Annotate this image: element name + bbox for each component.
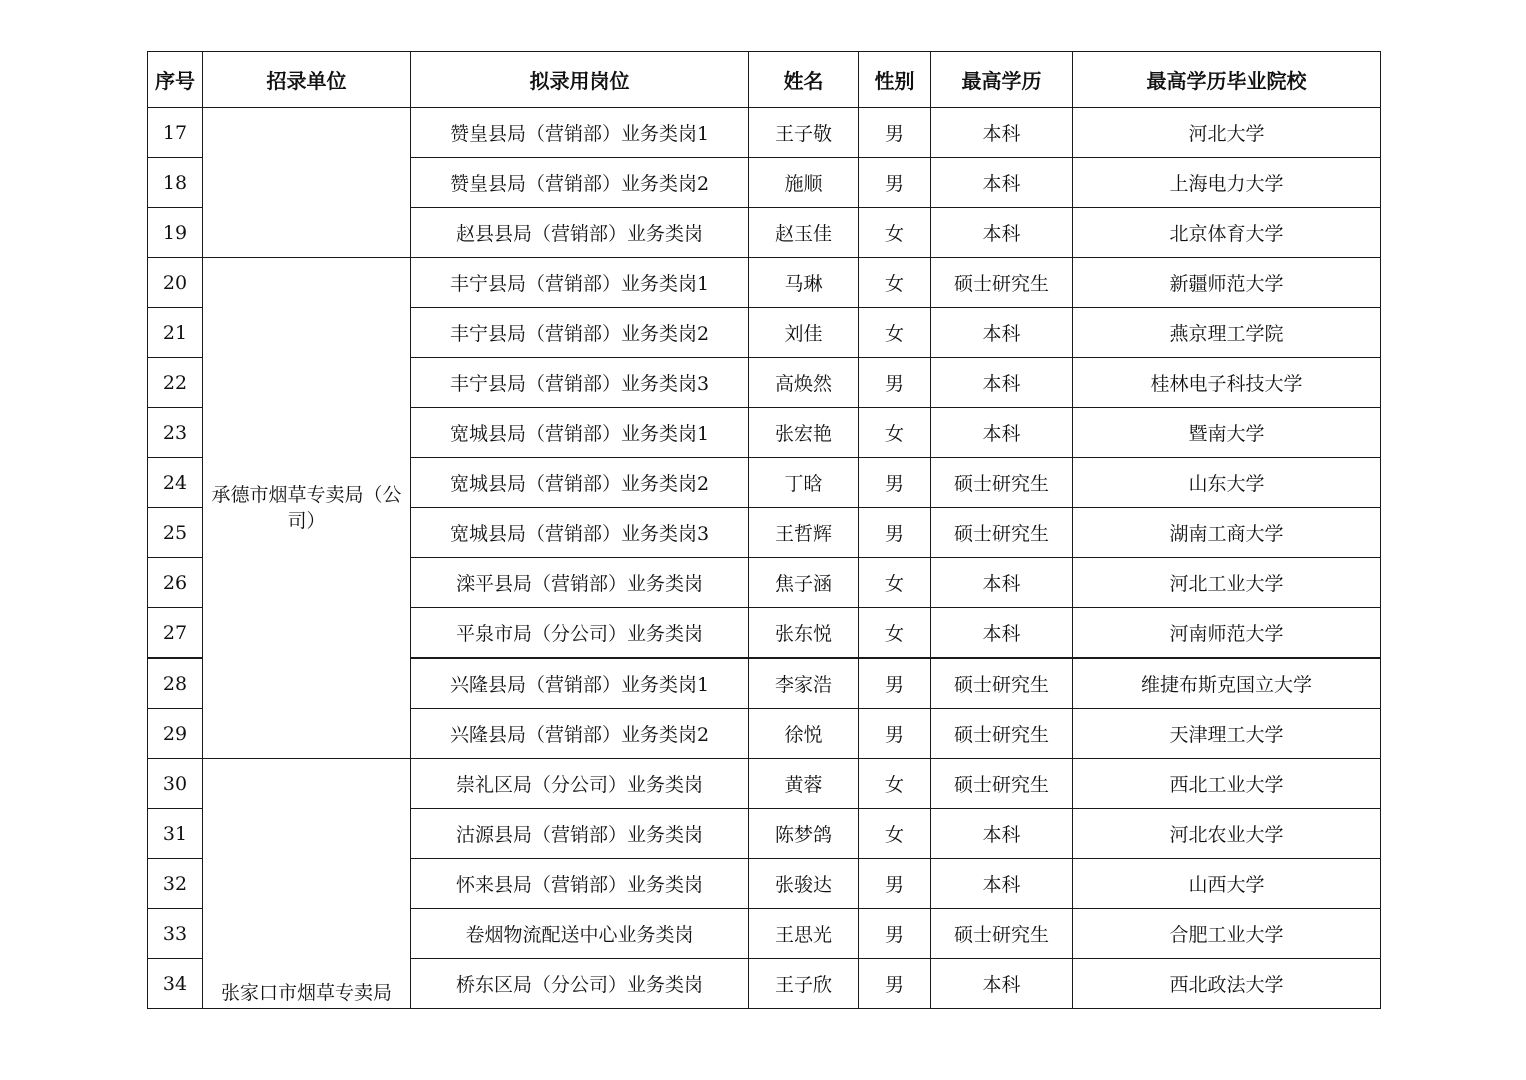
header-serial-number: 序号	[148, 52, 203, 108]
name-cell: 施顺	[749, 158, 859, 208]
school-cell: 桂林电子科技大学	[1073, 358, 1381, 408]
gender-cell: 女	[859, 809, 931, 859]
position-cell: 桥东区局（分公司）业务类岗	[411, 959, 749, 1009]
name-cell: 马琳	[749, 258, 859, 308]
position-cell: 赵县县局（营销部）业务类岗	[411, 208, 749, 258]
position-cell: 宽城县局（营销部）业务类岗3	[411, 508, 749, 558]
name-cell: 焦子涵	[749, 558, 859, 608]
serial-number-cell: 19	[148, 208, 203, 258]
school-cell: 新疆师范大学	[1073, 258, 1381, 308]
school-cell: 西北工业大学	[1073, 759, 1381, 809]
position-cell: 崇礼区局（分公司）业务类岗	[411, 759, 749, 809]
school-cell: 河北工业大学	[1073, 558, 1381, 608]
position-cell: 赞皇县局（营销部）业务类岗1	[411, 108, 749, 158]
gender-cell: 女	[859, 208, 931, 258]
gender-cell: 男	[859, 909, 931, 959]
position-cell: 沽源县局（营销部）业务类岗	[411, 809, 749, 859]
position-cell: 丰宁县局（营销部）业务类岗2	[411, 308, 749, 358]
school-cell: 西北政法大学	[1073, 959, 1381, 1009]
table-body	[148, 108, 1381, 1009]
serial-number-cell: 29	[148, 709, 203, 759]
education-cell: 本科	[931, 158, 1073, 208]
name-cell: 王思光	[749, 909, 859, 959]
name-cell: 李家浩	[749, 658, 859, 709]
school-cell: 维捷布斯克国立大学	[1073, 658, 1381, 709]
school-cell: 河北农业大学	[1073, 809, 1381, 859]
education-cell: 本科	[931, 358, 1073, 408]
position-cell: 丰宁县局（营销部）业务类岗3	[411, 358, 749, 408]
name-cell: 刘佳	[749, 308, 859, 358]
school-cell: 湖南工商大学	[1073, 508, 1381, 558]
position-cell: 宽城县局（营销部）业务类岗1	[411, 408, 749, 458]
header-gender: 性别	[859, 52, 931, 108]
position-cell: 赞皇县局（营销部）业务类岗2	[411, 158, 749, 208]
name-cell: 张骏达	[749, 859, 859, 909]
serial-number-cell: 18	[148, 158, 203, 208]
hiring-results-table	[147, 51, 1381, 1009]
gender-cell: 男	[859, 959, 931, 1009]
name-cell: 陈梦鸽	[749, 809, 859, 859]
serial-number-cell: 34	[148, 959, 203, 1009]
education-cell: 硕士研究生	[931, 759, 1073, 809]
name-cell: 黄蓉	[749, 759, 859, 809]
gender-cell: 男	[859, 108, 931, 158]
education-cell: 硕士研究生	[931, 709, 1073, 759]
serial-number-cell: 30	[148, 759, 203, 809]
header-education: 最高学历	[931, 52, 1073, 108]
name-cell: 王哲辉	[749, 508, 859, 558]
gender-cell: 男	[859, 709, 931, 759]
serial-number-cell: 31	[148, 809, 203, 859]
serial-number-cell: 21	[148, 308, 203, 358]
gender-cell: 女	[859, 308, 931, 358]
education-cell: 本科	[931, 959, 1073, 1009]
header-recruiting-unit: 招录单位	[203, 52, 411, 108]
school-cell: 天津理工大学	[1073, 709, 1381, 759]
gender-cell: 男	[859, 508, 931, 558]
serial-number-cell: 24	[148, 458, 203, 508]
serial-number-cell: 27	[148, 608, 203, 659]
name-cell: 徐悦	[749, 709, 859, 759]
gender-cell: 男	[859, 859, 931, 909]
position-cell: 兴隆县局（营销部）业务类岗2	[411, 709, 749, 759]
name-cell: 王子欣	[749, 959, 859, 1009]
name-cell: 张东悦	[749, 608, 859, 659]
header-school: 最高学历毕业院校	[1073, 52, 1381, 108]
school-cell: 上海电力大学	[1073, 158, 1381, 208]
serial-number-cell: 25	[148, 508, 203, 558]
name-cell: 张宏艳	[749, 408, 859, 458]
gender-cell: 女	[859, 408, 931, 458]
education-cell: 本科	[931, 608, 1073, 659]
school-cell: 山东大学	[1073, 458, 1381, 508]
serial-number-cell: 32	[148, 859, 203, 909]
education-cell: 硕士研究生	[931, 508, 1073, 558]
recruiting-unit-cell: 张家口市烟草专卖局	[203, 759, 411, 1009]
serial-number-cell: 33	[148, 909, 203, 959]
position-cell: 滦平县局（营销部）业务类岗	[411, 558, 749, 608]
name-cell: 高焕然	[749, 358, 859, 408]
education-cell: 本科	[931, 809, 1073, 859]
gender-cell: 男	[859, 358, 931, 408]
serial-number-cell: 23	[148, 408, 203, 458]
gender-cell: 男	[859, 158, 931, 208]
education-cell: 硕士研究生	[931, 458, 1073, 508]
school-cell: 河南师范大学	[1073, 608, 1381, 659]
header-position: 拟录用岗位	[411, 52, 749, 108]
table-row	[148, 108, 1381, 158]
education-cell: 本科	[931, 108, 1073, 158]
gender-cell: 女	[859, 608, 931, 659]
serial-number-cell: 20	[148, 258, 203, 308]
serial-number-cell: 17	[148, 108, 203, 158]
serial-number-cell: 26	[148, 558, 203, 608]
header-row	[148, 52, 1381, 108]
school-cell: 合肥工业大学	[1073, 909, 1381, 959]
gender-cell: 男	[859, 458, 931, 508]
gender-cell: 女	[859, 759, 931, 809]
name-cell: 王子敬	[749, 108, 859, 158]
education-cell: 硕士研究生	[931, 658, 1073, 709]
table-row	[148, 258, 1381, 308]
gender-cell: 女	[859, 258, 931, 308]
position-cell: 怀来县局（营销部）业务类岗	[411, 859, 749, 909]
school-cell: 河北大学	[1073, 108, 1381, 158]
education-cell: 本科	[931, 308, 1073, 358]
header-name: 姓名	[749, 52, 859, 108]
education-cell: 本科	[931, 859, 1073, 909]
education-cell: 硕士研究生	[931, 258, 1073, 308]
school-cell: 燕京理工学院	[1073, 308, 1381, 358]
table-row	[148, 759, 1381, 809]
gender-cell: 女	[859, 558, 931, 608]
recruiting-unit-cell: 承德市烟草专卖局（公司）	[203, 258, 411, 759]
table-header	[148, 52, 1381, 108]
serial-number-cell: 28	[148, 658, 203, 709]
education-cell: 本科	[931, 408, 1073, 458]
position-cell: 卷烟物流配送中心业务类岗	[411, 909, 749, 959]
position-cell: 兴隆县局（营销部）业务类岗1	[411, 658, 749, 709]
school-cell: 暨南大学	[1073, 408, 1381, 458]
gender-cell: 男	[859, 658, 931, 709]
serial-number-cell: 22	[148, 358, 203, 408]
education-cell: 硕士研究生	[931, 909, 1073, 959]
position-cell: 丰宁县局（营销部）业务类岗1	[411, 258, 749, 308]
education-cell: 本科	[931, 558, 1073, 608]
school-cell: 山西大学	[1073, 859, 1381, 909]
name-cell: 丁晗	[749, 458, 859, 508]
recruiting-unit-cell	[203, 108, 411, 258]
education-cell: 本科	[931, 208, 1073, 258]
name-cell: 赵玉佳	[749, 208, 859, 258]
school-cell: 北京体育大学	[1073, 208, 1381, 258]
position-cell: 平泉市局（分公司）业务类岗	[411, 608, 749, 659]
position-cell: 宽城县局（营销部）业务类岗2	[411, 458, 749, 508]
